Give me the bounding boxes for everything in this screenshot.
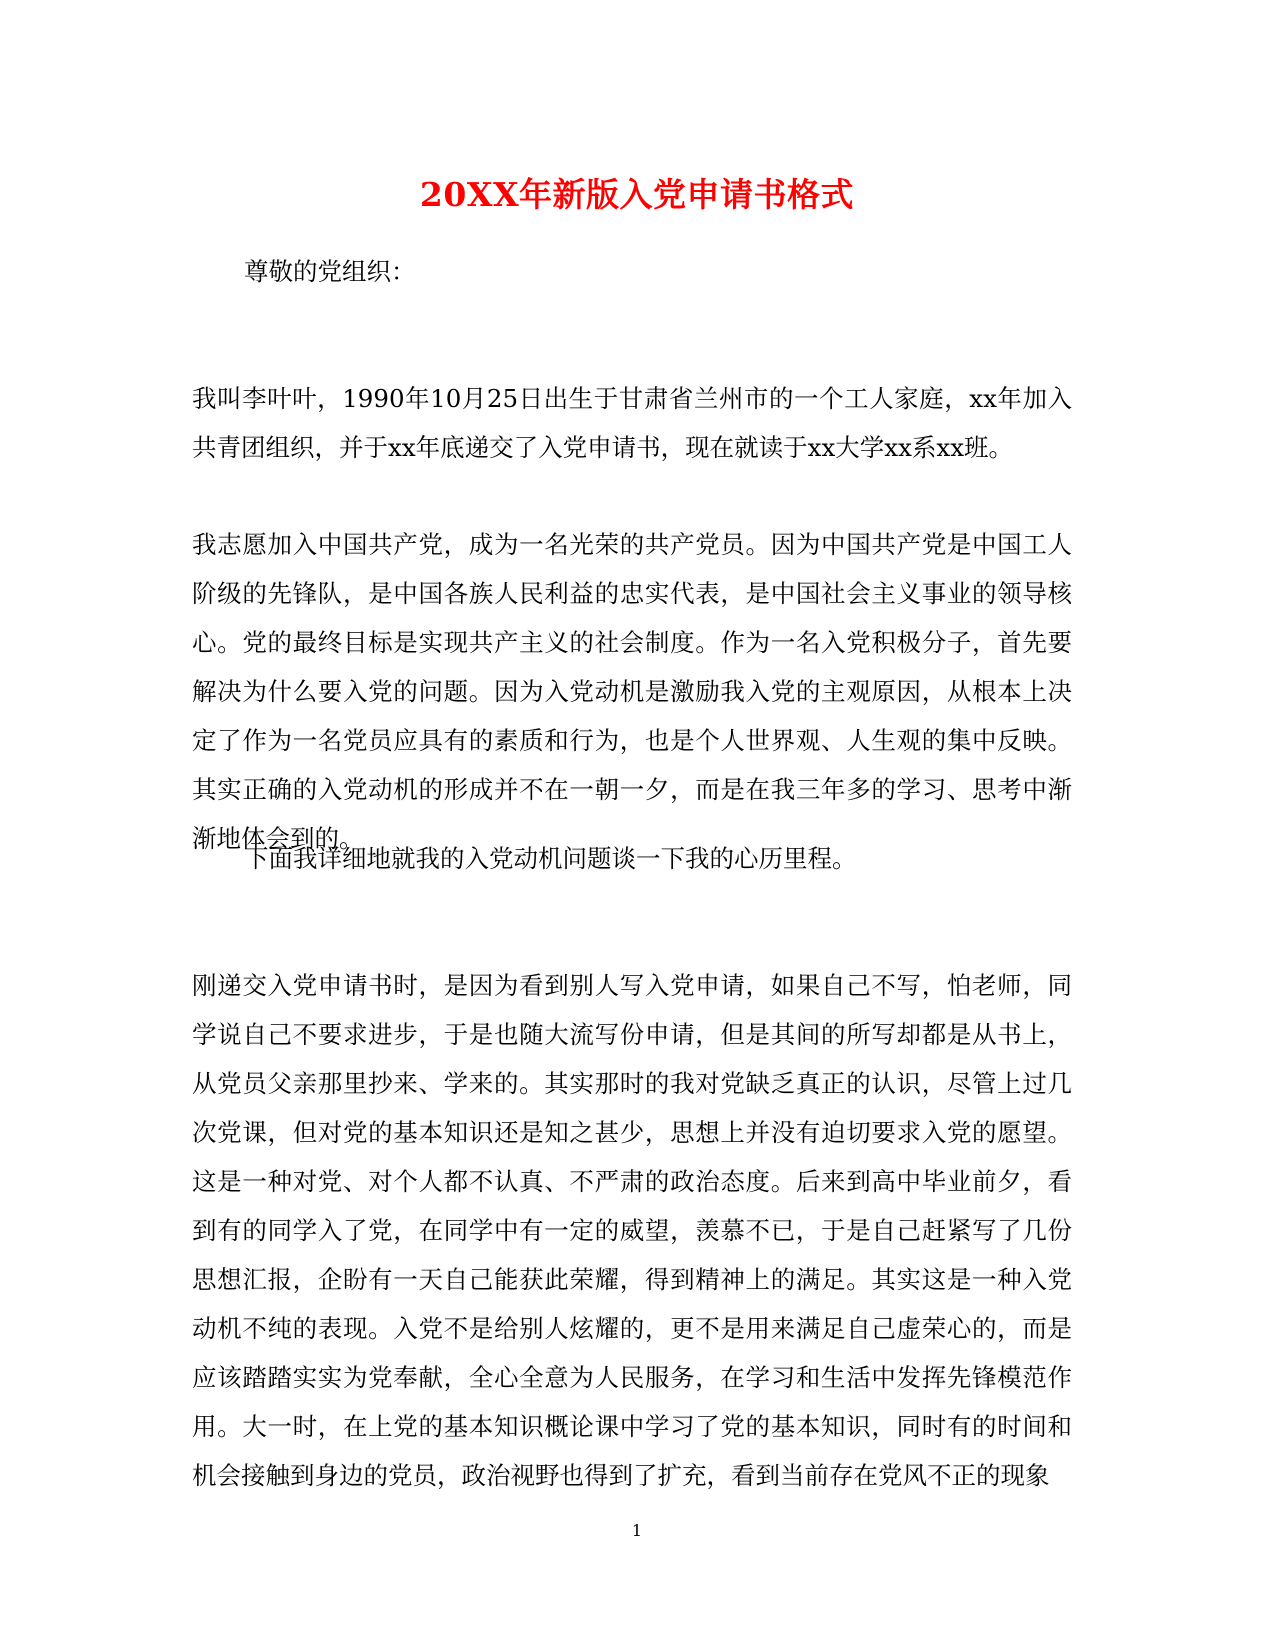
paragraph-introduction: 我叫李叶叶，1990年10月25日出生于甘肃省兰州市的一个工人家庭，xx年加入共青团组织，并于xx年底递交了入党申请书，现在就读于xx大学xx系xx班。 [192, 384, 1072, 462]
paragraph-transition: 下面我详细地就我的入党动机问题谈一下我的心历里程。 [244, 844, 857, 873]
paragraph-motivation: 我志愿加入中国共产党，成为一名光荣的共产党员。因为中国共产党是中国工人阶级的先锋队，是中国各族人民利益的忠实代表，是中国社会主义事业的领导核心。党的最终目标是实现共产主义的社会制度。作为一名入党积极分子，首先要解决为什么要入党的问题。因为入党动机是激励我入党的主观原因，从根本上决定了作为一名党员应具有的素质和行为，也是个人世界观、人生观的集中反映。其实正确的入党动机的形成并不在一朝一夕，而是在我三年多的学习、思考中渐渐地体会到的。 [192, 530, 1072, 853]
page-number: 1 [631, 1521, 643, 1540]
paragraph-history: 刚递交入党申请书时，是因为看到别人写入党申请，如果自己不写，怕老师，同学说自己不要求进步，于是也随大流写份申请，但是其间的所写却都是从书上，从党员父亲那里抄来、学来的。其实那时的我对党缺乏真正的认识，尽管上过几次党课，但对党的基本知识还是知之甚少，思想上并没有迫切要求入党的愿望。这是一种对党、对个人都不认真、不严肃的政治态度。后来到高中毕业前夕，看到有的同学入了党，在同学中有一定的威望，羡慕不已，于是自己赶紧写了几份思想汇报，企盼有一天自己能获此荣耀，得到精神上的满足。其实这是一种入党动机不纯的表现。入党不是给别人炫耀的，更不是用来满足自己虚荣心的，而是应该踏踏实实为党奉献，全心全意为人民服务，在学习和生活中发挥先锋模范作用。大一时，在上党的基本知识概论课中学习了党的基本知识，同时有的时间和机会接触到身边的党员，政治视野也得到了扩充，看到当前存在党风不正的现象 [192, 971, 1072, 1490]
document-title: 20XX年新版入党申请书格式 [419, 175, 855, 214]
salutation: 尊敬的党组织： [244, 257, 416, 286]
